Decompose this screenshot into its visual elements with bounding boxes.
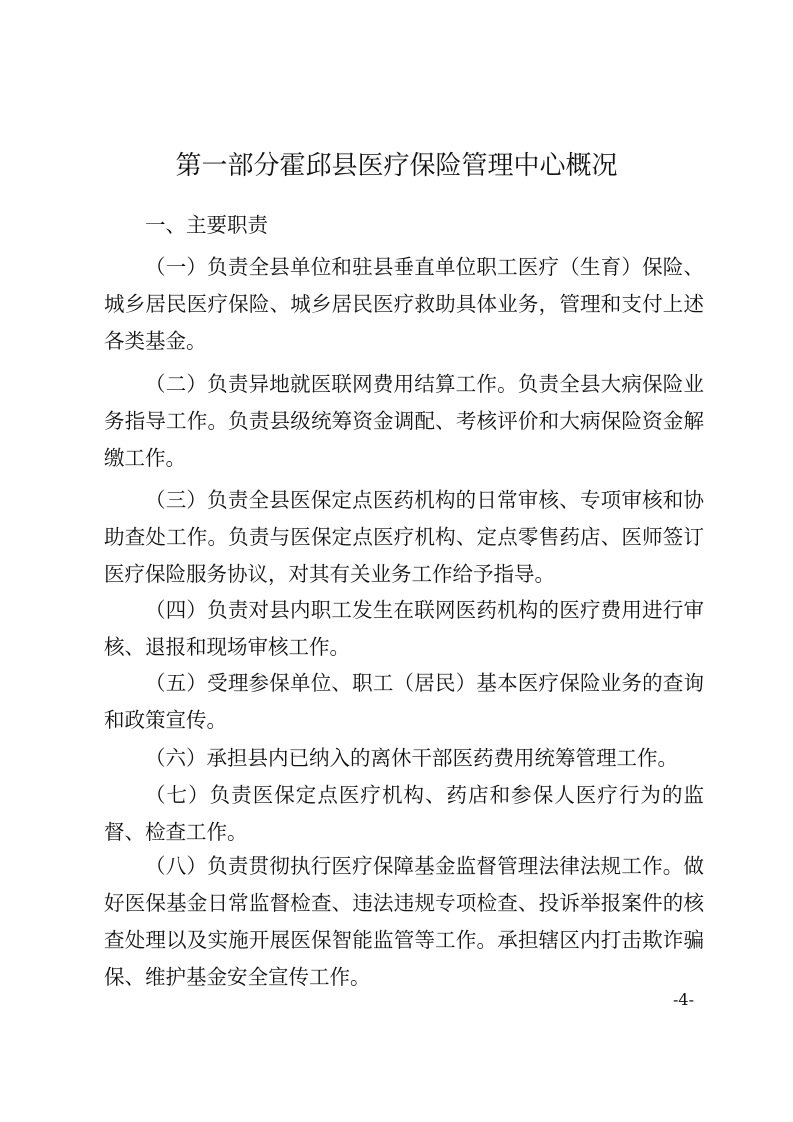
duty-paragraph-7: （七）负责医保定点医疗机构、药店和参保人医疗行为的监督、检查工作。	[104, 783, 704, 844]
duty-paragraph-5: （五）受理参保单位、职工（居民）基本医疗保险业务的查询和政策宣传。	[104, 671, 704, 732]
duty-paragraph-2: （二）负责异地就医联网费用结算工作。负责全县大病保险业务指导工作。负责县级统筹资金调配、考核评价和大病保险资金解缴工作。	[104, 372, 704, 470]
duty-paragraph-1: （一）负责全县单位和驻县垂直单位职工医疗（生育）保险、城乡居民医疗保险、城乡居民医疗救助具体业务，管理和支付上述各类基金。	[104, 255, 704, 353]
duty-paragraph-6: （六）承担县内已纳入的离休干部医药费用统筹管理工作。	[145, 746, 678, 770]
section-heading: 一、主要职责	[145, 213, 268, 237]
duty-paragraph-8: （八）负责贯彻执行医疗保障基金监督管理法律法规工作。做好医保基金日常监督检查、违法违规专项检查、投诉举报案件的核查处理以及实施开展医保智能监管等工作。承担辖区内打击欺诈骗保、维护基金安全宣传工作。	[104, 854, 704, 989]
duty-paragraph-4: （四）负责对县内职工发生在联网医药机构的医疗费用进行审核、退报和现场审核工作。	[104, 598, 704, 659]
page-number: -4-	[673, 990, 694, 1009]
duty-paragraph-3: （三）负责全县医保定点医药机构的日常审核、专项审核和协助查处工作。负责与医保定点医疗机构、定点零售药店、医师签订医疗保险服务协议，对其有关业务工作给予指导。	[104, 488, 704, 586]
document-title: 第一部分霍邱县医疗保险管理中心概况	[175, 151, 618, 181]
